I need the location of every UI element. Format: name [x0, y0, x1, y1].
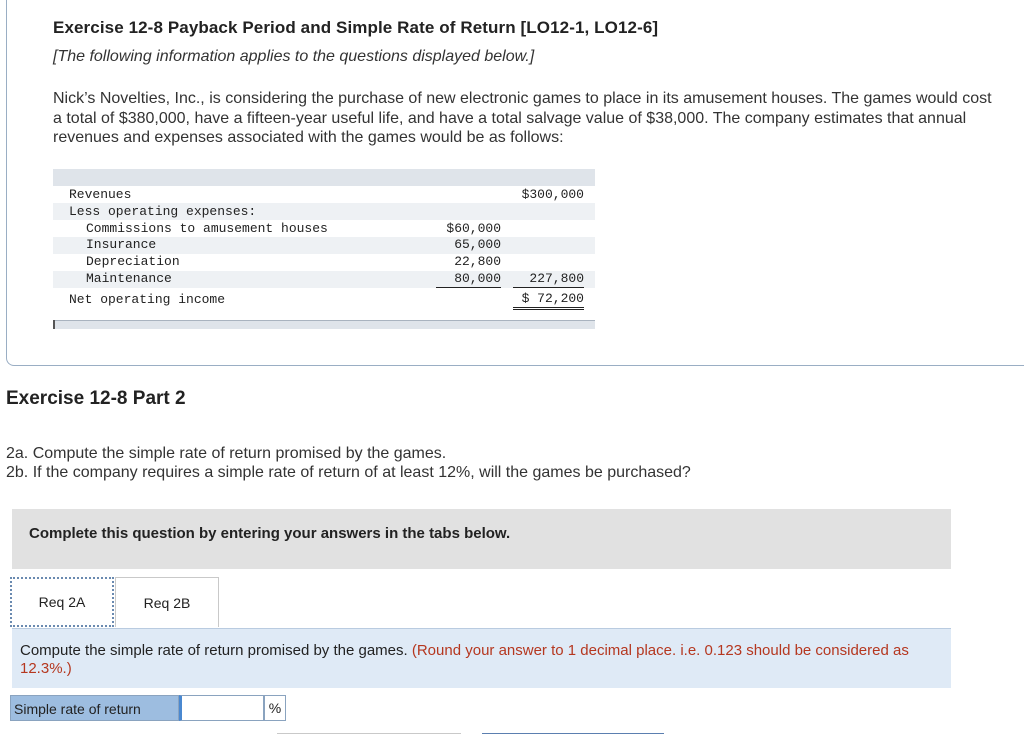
tab-label: Req 2A	[38, 594, 86, 610]
intro-paragraph: Nick’s Novelties, Inc., is considering the purchase of new electronic games to place in its amusement houses. The games would cost a total of $380,000, have a fifteen-year useful life, and have a total salvage value of $38,000. The company estimates that annual revenues and expenses associated with the games would be as follows:	[53, 90, 992, 146]
simple-rate-input[interactable]	[179, 695, 264, 721]
answer-panel	[12, 628, 951, 688]
question-2a: 2a. Compute the simple rate of return promised by the games.	[6, 445, 447, 462]
instructions-text: Complete this question by entering your answers in the tabs below.	[29, 525, 511, 542]
expense-value: 22,800	[454, 254, 501, 269]
noi-label: Net operating income	[69, 292, 226, 307]
expense-label: Commissions to amusement houses	[86, 221, 328, 236]
tab-label: Req 2B	[143, 594, 191, 611]
expense-value: $60,000	[446, 221, 501, 236]
expense-label: Depreciation	[86, 254, 180, 269]
noi-value: $ 72,200	[513, 291, 584, 310]
expense-value: 65,000	[454, 237, 501, 252]
total-expenses-value: 227,800	[513, 271, 584, 288]
table-footer-band	[53, 320, 595, 329]
percent-unit: %	[264, 695, 286, 721]
less-expenses-label: Less operating expenses:	[69, 204, 257, 219]
simple-rate-label: Simple rate of return	[10, 695, 179, 721]
table-header-band	[53, 169, 595, 186]
revenues-value: $300,000	[521, 187, 584, 202]
exercise-subtitle: [The following information applies to the questions displayed below.]	[53, 48, 535, 65]
rounding-hint: (Round your answer to 1 decimal place. i.e. 0.123 should be considered as 12.3%.)	[20, 642, 909, 677]
part-title: Exercise 12-8 Part 2	[6, 388, 186, 409]
expense-label: Insurance	[86, 237, 157, 252]
expense-label: Maintenance	[86, 271, 172, 286]
expense-value: 80,000	[436, 271, 501, 288]
table-edge	[53, 320, 55, 329]
answer-instructions	[20, 642, 920, 678]
financial-table	[53, 169, 595, 328]
tab-req-2a[interactable]	[10, 577, 114, 627]
answer-prompt: Compute the simple rate of return promised by the games.	[20, 642, 408, 659]
tab-req-2b[interactable]	[115, 577, 219, 627]
revenues-label: Revenues	[69, 187, 132, 202]
instructions-box	[12, 509, 951, 569]
exercise-title: Exercise 12-8 Payback Period and Simple Rate of Return [LO12-1, LO12-6]	[53, 18, 659, 37]
question-2b: 2b. If the company requires a simple rate of return of at least 12%, will the games be purchased?	[6, 464, 691, 481]
